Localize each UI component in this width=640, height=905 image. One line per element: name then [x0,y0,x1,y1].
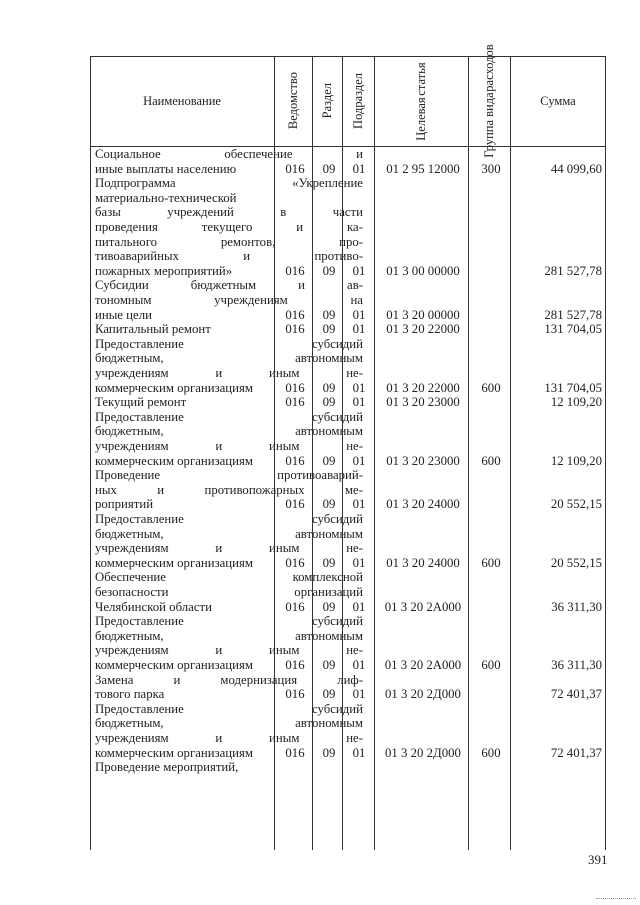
row-vedomstvo: 016 [285,453,305,468]
row-name-line: Предоставление субсидий [95,512,363,526]
table-row [90,702,606,760]
table-row [90,147,606,176]
row-name-line: роприятий [95,497,154,512]
header-razdel [312,56,342,146]
row-name-line: коммерческим организациям [95,745,253,760]
row-vedomstvo: 016 [285,322,305,337]
row-podrazdel: 01 [352,380,366,395]
row-razdel: 09 [322,395,336,410]
row-summa: 20 552,15 [550,497,602,512]
row-summa: 36 311,30 [551,599,602,614]
row-name-line: учреждениям и иным не- [95,541,363,556]
row-razdel: 09 [322,322,336,337]
table-row [90,410,606,468]
row-vedomstvo: 016 [285,745,305,760]
header-name-label: Наименование [143,93,221,108]
row-podrazdel: 01 [352,263,366,278]
table-row [90,570,606,614]
table-row [90,673,606,702]
row-name-line: безопасности организаций [95,584,363,599]
row-celevaya-statya: 01 3 20 00000 [386,307,460,322]
row-summa: 44 099,60 [550,161,602,176]
table-row [90,337,606,395]
table-row [90,468,606,512]
row-name-line: учреждениям и иным не- [95,643,363,658]
row-name-line: Замена и модернизация лиф- [95,672,363,687]
row-podrazdel: 01 [352,657,366,672]
row-name-line: бюджетным, автономным [95,716,363,731]
header-celevaya-line2: статья [413,61,428,95]
header-gruppa [468,44,510,158]
row-vedomstvo: 016 [285,555,305,570]
row-name-line: Социальное обеспечение и [95,147,363,161]
row-summa: 12 109,20 [550,395,602,410]
row-name-line: материально-технической [95,190,237,205]
header-razdel-label: Раздел [319,83,334,119]
row-vedomstvo: 016 [285,307,305,322]
table-row [90,760,606,775]
row-name-line: Обеспечение комплексной [95,570,363,585]
page-number: 391 [588,852,608,867]
row-podrazdel: 01 [352,453,366,468]
row-celevaya-statya: 01 3 00 00000 [386,263,460,278]
row-name-line: Предоставление субсидий [95,701,363,716]
row-vedomstvo: 016 [285,380,305,395]
row-vedomstvo: 016 [285,599,305,614]
row-gruppa: 600 [481,453,501,468]
row-name-line: учреждениям и иным не- [95,730,363,745]
row-summa: 131 704,05 [544,322,602,337]
row-razdel: 09 [322,657,336,672]
row-celevaya-statya: 01 3 20 22000 [386,380,460,395]
row-vedomstvo: 016 [285,161,305,176]
table-row [90,278,606,322]
row-razdel: 09 [322,555,336,570]
row-vedomstvo: 016 [285,497,305,512]
row-celevaya-statya: 01 3 20 2А000 [384,657,462,672]
row-name-line: Проведение противоаварий- [95,468,363,483]
table-row [90,176,606,278]
table-row [90,322,606,337]
row-name-line: иные выплаты населению [95,161,237,176]
row-celevaya-statya: 01 3 20 2Д000 [385,687,461,702]
row-razdel: 09 [322,599,336,614]
row-gruppa: 300 [481,161,501,176]
row-summa: 20 552,15 [550,555,602,570]
row-name-line: питального ремонтов, про- [95,234,363,249]
row-celevaya-statya: 01 3 20 2Д000 [385,745,461,760]
row-podrazdel: 01 [352,599,366,614]
header-vedomstvo [274,56,312,146]
row-name-line: бюджетным, автономным [95,424,363,439]
row-name-line: Предоставление субсидий [95,409,363,424]
row-gruppa: 600 [481,657,501,672]
header-summa-label: Сумма [540,93,576,108]
row-summa: 131 704,05 [544,380,602,395]
row-celevaya-statya: 01 3 20 24000 [386,497,460,512]
row-name-line: коммерческим организациям [95,657,253,672]
row-summa: 281 527,78 [544,307,602,322]
row-podrazdel: 01 [352,497,366,512]
row-razdel: 09 [322,161,336,176]
row-vedomstvo: 016 [285,687,305,702]
header-gruppa-line2: расходов [481,44,496,92]
row-name-line: Проведение мероприятий, [95,760,239,775]
row-name-line: Предоставление субсидий [95,614,363,629]
header-gruppa-line1: Группа вида [481,92,496,158]
row-name-line: коммерческим организациям [95,453,253,468]
row-name-line: тового парка [95,687,165,702]
table-row [90,614,606,672]
row-podrazdel: 01 [352,555,366,570]
row-gruppa: 600 [481,745,501,760]
table-row [90,512,606,570]
row-razdel: 09 [322,307,336,322]
row-name-line: пожарных мероприятий» [95,263,233,278]
row-summa: 12 109,20 [550,453,602,468]
row-name-line: Субсидии бюджетным и ав- [95,278,363,293]
row-name-line: бюджетным, автономным [95,351,363,366]
row-name-line: базы учреждений в части [95,205,363,220]
row-name [95,760,363,775]
table-row [90,395,606,410]
row-podrazdel: 01 [352,745,366,760]
row-name-line: иные цели [95,307,152,322]
row-vedomstvo: 016 [285,657,305,672]
row-razdel: 09 [322,497,336,512]
row-name-line: проведения текущего и ка- [95,219,363,234]
row-celevaya-statya: 01 3 20 23000 [386,395,460,410]
row-podrazdel: 01 [352,395,366,410]
row-name-line: Текущий ремонт [95,395,187,410]
row-podrazdel: 01 [352,307,366,322]
row-celevaya-statya: 01 3 20 23000 [386,453,460,468]
header-celevaya-line1: Целевая [413,96,428,141]
row-name-line: тономным учреждениям на [95,292,363,307]
row-celevaya-statya: 01 3 20 22000 [386,322,460,337]
header-gruppa-label [483,44,496,158]
row-podrazdel: 01 [352,322,366,337]
row-name-line: учреждениям и иным не- [95,438,363,453]
row-name-line: коммерческим организациям [95,555,253,570]
row-summa: 36 311,30 [551,657,602,672]
row-name-line: Челябинской области [95,599,212,614]
row-summa: 72 401,37 [550,745,602,760]
row-name-line: Предоставление субсидий [95,336,363,351]
row-celevaya-statya: 01 2 95 12000 [386,161,460,176]
row-gruppa: 600 [481,555,501,570]
row-celevaya-statya: 01 3 20 24000 [386,555,460,570]
row-vedomstvo: 016 [285,395,305,410]
row-name-line: коммерческим организациям [95,380,253,395]
row-razdel: 09 [322,453,336,468]
row-podrazdel: 01 [352,687,366,702]
scan-artifact [596,898,636,901]
row-celevaya-statya: 01 3 20 2А000 [384,599,462,614]
row-name-line: бюджетным, автономным [95,628,363,643]
row-name-line: бюджетным, автономным [95,526,363,541]
row-summa: 281 527,78 [544,263,602,278]
row-podrazdel: 01 [352,161,366,176]
header-podrazdel-label: Подраздел [350,73,365,129]
row-vedomstvo: 016 [285,263,305,278]
row-name-line: тивоаварийных и противо- [95,249,363,264]
header-name [90,56,274,146]
row-gruppa: 600 [481,380,501,395]
header-celevaya-label [415,62,428,141]
header-podrazdel [342,56,374,146]
row-razdel: 09 [322,745,336,760]
row-razdel: 09 [322,687,336,702]
header-celevaya [374,56,468,146]
row-name-line: учреждениям и иным не- [95,365,363,380]
header-summa [510,56,606,146]
row-summa: 72 401,37 [550,687,602,702]
header-vedomstvo-label: Ведомство [285,72,300,130]
row-name-line: ных и противопожарных ме- [95,482,363,497]
row-name-line: Капитальный ремонт [95,322,211,337]
row-name-line: Подпрограмма «Укрепление [95,176,363,191]
row-razdel: 09 [322,380,336,395]
row-razdel: 09 [322,263,336,278]
